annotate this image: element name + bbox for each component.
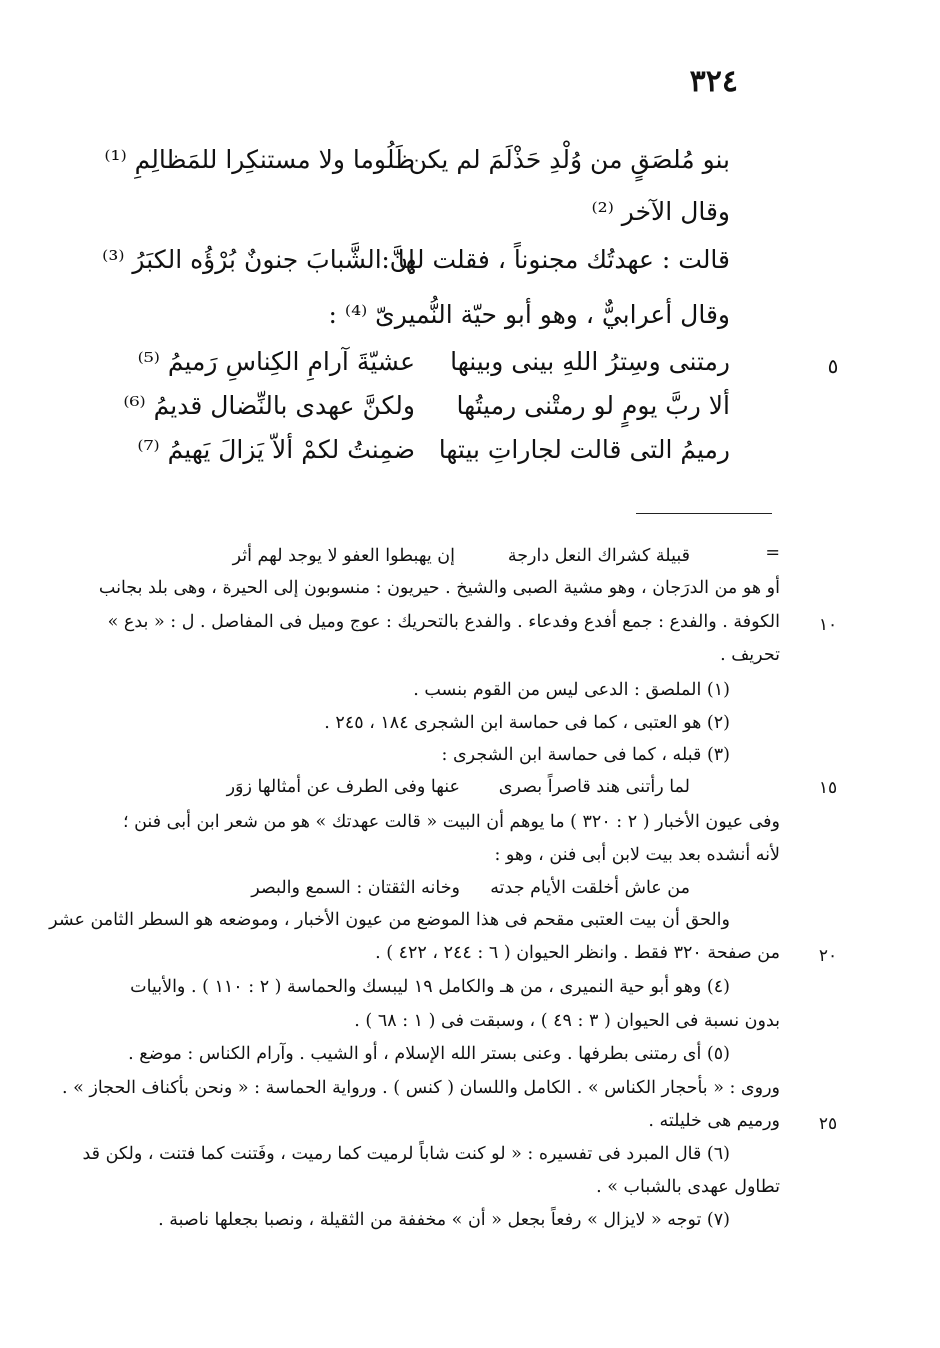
footnote-line: الكوفة . والفدع : جمع أفدع وفدعاء . والفدع بالتحريك : عوج وميل فى المفاصل . ل : « بدع » <box>107 612 780 632</box>
footnote-1: (١) الملصق : الدعى ليس من القوم بنسب . <box>413 680 730 700</box>
page-number: ٣٢٤ <box>689 64 738 99</box>
verse-5-second-hemistich: ضمِنتُ لكمْ ألاّ يَزالَ يَهيمُ ⁽⁷⁾ <box>137 435 415 464</box>
footnote-line: والحق أن بيت العتبى مقحم فى هذا الموضع من عيون الأخبار ، وموضعه هو السطر الثامن عشر <box>49 910 730 930</box>
footnote-line: تطاول عهدى بالشباب » . <box>596 1177 780 1197</box>
footnote-7: (٧) توجه « لايزال » رفعاً بجعل « أن » مخففة من الثقيلة ، ونصبا بجعلها ناصبة . <box>158 1210 730 1230</box>
footnote-line: ورميم هى خليلته . <box>648 1111 780 1131</box>
verse-3-second-hemistich: عشيّةَ آرامِ الكِناسِ رَميمُ ⁽⁵⁾ <box>137 347 415 376</box>
prose-line-2: وقال أعرابيٌّ ، وهو أبو حيّة النُّميرىّ ⁽⁴⁾ : <box>328 300 730 329</box>
margin-line-number: ٢٠ <box>818 946 838 966</box>
verse-4-first-hemistich: ألا ربَّ يومٍ لو رمتْنى رميتُها <box>456 391 730 420</box>
footnote-verse-first-hemistich: من عاش أخلقت الأيام جدته <box>490 878 690 898</box>
footnote-2: (٢) هو العتبى ، كما فى حماسة ابن الشجرى ١٨٤ ، ٢٤٥ . <box>324 713 730 733</box>
verse-3-first-hemistich: رمتنى وسِترُ اللهِ بينى وبينها <box>450 347 730 376</box>
footnote-line: لأنه أنشده بعد بيت لابن أبى فنن ، وهو : <box>494 845 780 865</box>
footnote-line: تحريف . <box>720 645 780 665</box>
verse-4-second-hemistich: ولكنَّ عهدى بالنِّضال قديمُ ⁽⁶⁾ <box>123 391 415 420</box>
footnote-verse-second-hemistich: وخانه الثقتان : السمع والبصر <box>251 878 460 898</box>
footnote-line: وفى عيون الأخبار ( ٢ : ٣٢٠ ) ما يوهم أن البيت « قالت عهدتك » هو من شعر ابن أبى فنن ؛ <box>122 812 780 832</box>
margin-line-number: ٥ <box>827 354 839 378</box>
margin-line-number: ١٥ <box>818 778 838 798</box>
margin-line-number: ١٠ <box>818 615 838 635</box>
footnote-verse-second-hemistich: إن يهبطوا العفو لا يوجد لهم أثر <box>232 546 455 566</box>
verse-2-first-hemistich: قالت : عهدتُك مجنوناً ، فقلت لها : <box>381 245 730 274</box>
footnote-line: أو هو من الدرَجان ، وهو مشية الصبى والشيخ . حيريون : منسوبون إلى الحيرة ، وهى بلد بجانب <box>98 578 780 598</box>
footnote-verse-first-hemistich: قبيلة كشراك النعل دارجة <box>507 546 690 566</box>
footnote-line: بدون نسبة فى الحيوان ( ٣ : ٤٩ ) ، وسبقت فى ( ١ : ٦٨ ) . <box>354 1011 780 1031</box>
verse-2-second-hemistich: إنَّ الشَّبابَ جنونٌ بُرْؤُه الكبَرُ ⁽³⁾ <box>102 245 415 274</box>
footnote-5: (٥) أى رمتنى بطرفها . وعنى بستر الله الإسلام ، أو الشيب . وآرام الكناس : موضع . <box>128 1044 730 1064</box>
verse-1-second-hemistich: ظَلُوما ولا مستنكِرا للمَظالِمِ ⁽¹⁾ <box>104 145 415 174</box>
footnote-line: من صفحة ٣٢٠ فقط . وانظر الحيوان ( ٦ : ٢٤٤ ، ٤٢٢ ) . <box>375 943 780 963</box>
footnote-separator <box>636 513 772 514</box>
footnote-continuation-mark: = <box>765 543 780 563</box>
footnote-6: (٦) قال المبرد فى تفسيره : « لو كنت شاباً لرميت كما رميت ، وفَتنت كما فتنت ، ولكن قد <box>82 1144 730 1164</box>
footnote-4: (٤) وهو أبو حية النميرى ، من هـ والكامل ١٩ ليبسك والحماسة ( ٢ : ١١٠ ) . والأبيات <box>130 977 730 997</box>
footnote-3: (٣) قبله ، كما فى حماسة ابن الشجرى : <box>441 745 730 765</box>
margin-line-number: ٢٥ <box>818 1114 838 1134</box>
footnote-verse-first-hemistich: لما رأتنى هند قاصراً بصرى <box>498 777 690 797</box>
prose-line-1: وقال الآخر ⁽²⁾ <box>591 197 730 226</box>
verse-1-first-hemistich: بنو مُلصَقٍ من وُلْدِ حَذْلَمَ لم يكن <box>408 145 730 174</box>
footnote-verse-second-hemistich: عنها وفى الطرف عن أمثالها زوَر <box>226 777 460 797</box>
verse-5-first-hemistich: رميمُ التى قالت لجاراتِ بيتها <box>438 435 730 464</box>
footnote-line: وروى : « بأحجار الكناس » . الكامل واللسان ( كنس ) . ورواية الحماسة : « ونحن بأكناف الحجاز » . <box>62 1078 780 1098</box>
